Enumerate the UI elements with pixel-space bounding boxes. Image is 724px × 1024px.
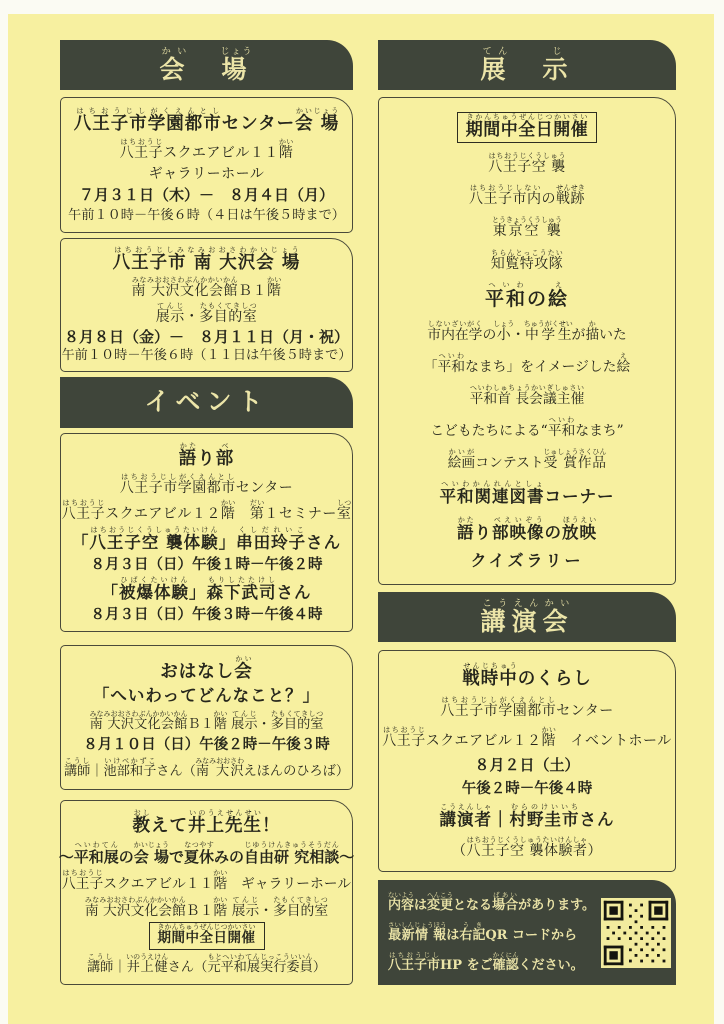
event-box-ohanashi xyxy=(60,645,353,790)
venue2-building: 南 大沢文化会館みなみおおさわぶんかかいかんＢ１階かい xyxy=(131,276,282,300)
exhibit-item-tosho-corner: 平和関連図書へいわかんれんとしょコーナー xyxy=(439,480,615,507)
venue1-title: 八王子市学園都市はちおうじしがくえんとしセンター会 場かいじょう xyxy=(73,106,340,134)
lecture-date: ８月２日（土） xyxy=(474,755,580,774)
event-box-kataribe xyxy=(60,433,353,632)
oshiete-allday-badge: 期間中全日開催きかんちゅうぜんじつかいさい xyxy=(149,922,265,949)
section-header-events-title: イベント xyxy=(144,387,269,417)
exhibits-box xyxy=(378,97,676,585)
venue-box-gakuentoshi xyxy=(60,97,353,233)
notice-text xyxy=(388,884,595,981)
notice-line-change: 内容ないようは変更へんこうとなる場合ばあいがあります。 xyxy=(388,891,596,914)
lecture-speaker-note: （八王子空 襲体験者はちおうじくうしゅうたいけんしゃ） xyxy=(452,836,602,860)
oshiete-lecturer: 講師こうし｜井上健いのうえけんさん（元平和展実行委員もとへいわてんじっこういいん） xyxy=(87,952,326,975)
exhibit-item-kodomotachi: こどもたちによる“平和へいわなまち” xyxy=(430,415,624,439)
oshiete-room1: 八王子はちおうじスクエアビル１１階かい ギャラリーホール xyxy=(61,868,352,892)
exhibit-item-students-drew: 市内在学しないざいがくの小しょう・中学生ちゅうがくせいが描かいた xyxy=(427,319,627,343)
lecture-box xyxy=(378,650,676,872)
section-header-exhibits xyxy=(378,40,676,90)
ohanashi-title: おはなし会かい xyxy=(160,654,253,682)
notice-box xyxy=(378,880,676,985)
venue2-title: 八王子市 南 大沢会 場はちおうじしみなみおおさわかいじょう xyxy=(112,246,301,274)
venue1-building: 八王子はちおうじスクエアビル１１階かい xyxy=(119,138,294,162)
exhibit-item-quiz-rally: クイズラリー xyxy=(470,551,584,571)
kataribe-time2: ８月３日（日）午後３時－午後４時 xyxy=(90,605,323,623)
exhibit-item-contest: 絵画かいがコンテスト受 賞作品じゅしょうさくひん xyxy=(447,448,607,472)
kataribe-title: 語かたり部べ xyxy=(178,441,235,469)
lecture-speaker: 講演者こうえんしゃ｜村野圭市むらのけいいちさん xyxy=(439,803,615,830)
exhibit-item-heiwa-no-e: 平和へいわの絵え xyxy=(484,281,570,311)
kataribe-talk1: 「八王子空 襲体験はちおうじくうしゅうたいけん」串田玲子くしだれいこさん xyxy=(71,526,342,553)
venue2-hours: 午前１０時－午後６時（１１日は午後５時まで） xyxy=(61,348,352,364)
kataribe-talk2: 「被爆体験ひばくたいけん」森下武司もりしたたけしさん xyxy=(101,576,312,603)
venue2-dates: ８月８日（金）－ ８月１１日（月・祝） xyxy=(64,327,350,346)
exhibit-item-shucho-kaigi: 平和首 長会議主催へいわしゅちょうかいぎしゅさい xyxy=(469,383,585,407)
oshiete-subtitle: ～平和展へいわてんの会 場かいじょうで夏休なつやすみの自由研 究相談じゆうけんきゅうそうだん～ xyxy=(58,840,355,866)
ohanashi-time: ８月１０日（日）午後２時－午後３時 xyxy=(83,736,330,754)
exhibit-item-eizo-hoei: 語かたり部映像べえいぞうの放映ほうえい xyxy=(457,515,597,542)
notice-line-qr: 最新情 報さいしんじょうほうは右記うきQR コードから xyxy=(388,921,577,944)
oshiete-room2: 南 大沢文化会館みなみおおさわぶんかかいかんＢ１階かい 展示てんじ・多目的室たもくてきしつ xyxy=(84,895,329,919)
exhibit-item-image-e: 「平和へいわなまち」をイメージした絵え xyxy=(423,351,631,375)
kataribe-venue: 八王子市学園都市はちおうじしがくえんとしセンター xyxy=(119,472,294,496)
ohanashi-subtitle: 「へいわってどんなこと？」 xyxy=(92,686,321,706)
lecture-title: 戦時中せんじちゅうのくらし xyxy=(462,662,592,690)
exhibit-item-hachioji-kushu: 八王子空 襲はちおうじくうしゅう xyxy=(488,151,566,175)
lecture-venue: 八王子市学園都市はちおうじしがくえんとしセンター xyxy=(440,696,614,720)
exhibit-item-senseki: 八王子市内はちおうじしないの戦跡せんせき xyxy=(469,183,585,207)
section-header-events xyxy=(60,377,353,428)
section-header-venue xyxy=(60,40,353,90)
venue-box-minamiosawa xyxy=(60,238,353,372)
venue1-hall: ギャラリーホール xyxy=(148,165,265,182)
kataribe-room: 八王子はちおうじスクエアビル１２階かい 第だい１セミナー室しつ xyxy=(61,499,352,523)
qr-code xyxy=(601,898,671,968)
section-header-exhibits-title: 展てん 示じ xyxy=(480,46,574,84)
exhibit-item-tokyo-kushu: 東京空 襲とうきょうくうしゅう xyxy=(492,216,562,240)
exhibits-allday-badge: 期間中全日開催きかんちゅうぜんじつかいさい xyxy=(457,112,598,143)
section-header-lecture-title: 講演会こうえんかい xyxy=(480,598,574,636)
section-header-lecture xyxy=(378,592,676,642)
oshiete-title: 教おしえて井上先生いのうえせんせい！ xyxy=(132,809,281,837)
ohanashi-lecturer: 講師こうし｜池部和子いけべかずこさん（南 大沢みなみおおさわえほんのひろば） xyxy=(63,757,350,780)
venue1-dates: ７月３１日（木）－ ８月４日（月） xyxy=(78,185,334,204)
lecture-building: 八王子はちおうじスクエアビル１２階かい イベントホール xyxy=(382,725,672,749)
lecture-time: 午後２時－午後４時 xyxy=(461,779,593,797)
venue1-hours: 午前１０時－午後６時（４日は午後５時まで） xyxy=(68,207,345,223)
kataribe-time1: ８月３日（日）午後１時－午後２時 xyxy=(90,555,323,573)
notice-line-hp: 八王子市はちおうじしHP をご確認かくにんください。 xyxy=(388,951,584,974)
event-box-oshiete xyxy=(60,800,353,985)
section-header-venue-title: 会かい 場じょう xyxy=(159,46,254,84)
ohanashi-room: 南 大沢文化会館みなみおおさわぶんかかいかんＢ１階かい 展示てんじ・多目的室たもくてきしつ xyxy=(89,709,324,732)
exhibit-item-chiran: 知覧特攻隊ちらんとっこうたい xyxy=(490,248,564,272)
venue2-room: 展示てんじ・多目的室たもくてきしつ xyxy=(155,302,258,326)
